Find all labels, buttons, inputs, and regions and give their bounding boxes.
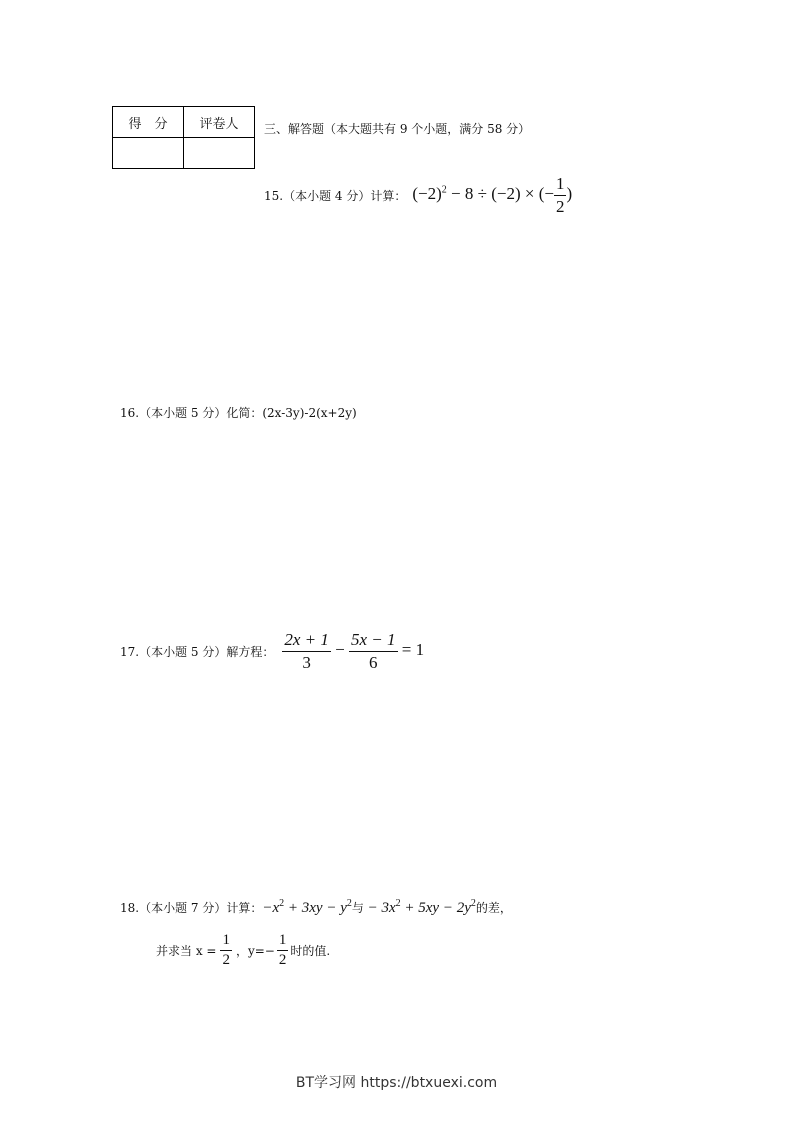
q17-label: 17.（本小题 5 分）解方程： [120,644,275,659]
q18-expression: $-x^2 + 3xy - y^2$与 − $3x^2 + 5xy - 2y^2$的差， [262,898,512,916]
question-16 [120,404,357,421]
q15-label: 15.（本小题 4 分）计算： [264,188,407,203]
score-header: 得 分 [113,107,184,138]
q15-expression: $(-2)^2 - 8 \div (-2)$ × (− $\frac{1}{2}$ ) [412,174,573,216]
q16-label: 16.（本小题 5 分）化简： [120,406,263,420]
footer-watermark: BT学习网 https://btxuexi.com [295,1075,498,1091]
grader-header: 评卷人 [184,107,255,138]
question-17 [120,630,424,672]
question-15 [264,174,572,216]
question-18 [120,898,512,917]
q16-expression: (2x-3y)-2(x+2y) [262,406,357,420]
q17-equation: $\frac{2x + 1}{3}$ − $\frac{5x - 1}{6}$ = 1 [284,630,425,672]
score-table [112,106,255,169]
score-cell[interactable] [113,138,184,169]
section-title: 三、解答题（本大题共有 9 个小题，满分 58 分） [264,122,531,136]
x-value-fraction: $\frac{1}{2}$ [222,932,230,969]
q18-label: 18.（本小题 7 分）计算： [120,901,263,915]
question-18-line2: 并求当 x = $\frac{1}{2}$ ，y=− $\frac{1}{2}$ 时的值. [156,932,331,969]
y-value-fraction: $\frac{1}{2}$ [278,932,287,969]
grader-cell[interactable] [184,138,255,169]
